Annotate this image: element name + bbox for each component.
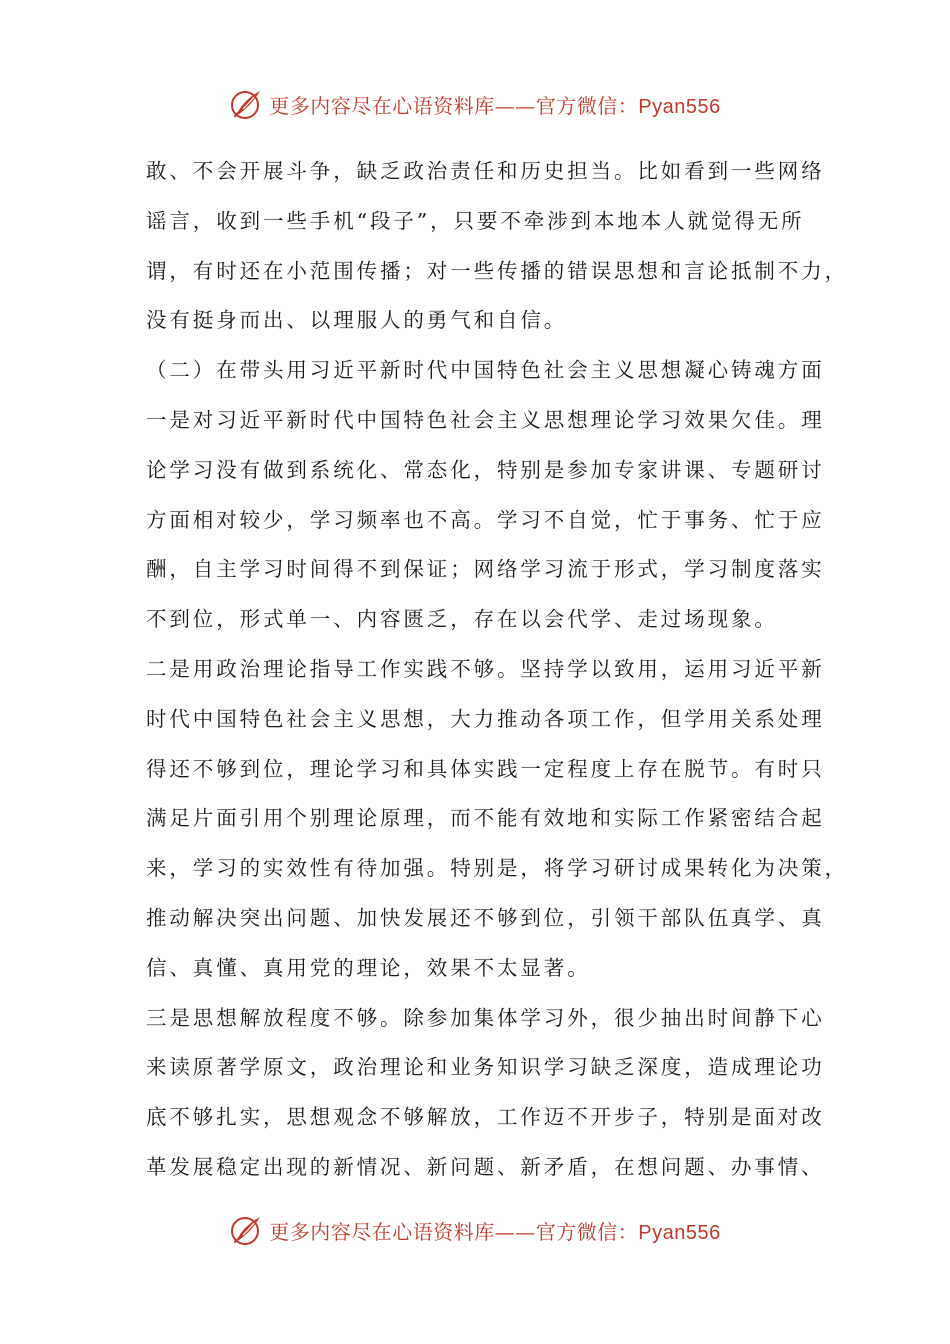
text-line: 底不够扎实，思想观念不够解放，工作迈不开步子，特别是面对改 bbox=[146, 1105, 825, 1130]
text-line: 没有挺身而出、以理服人的勇气和自信。 bbox=[146, 308, 568, 333]
text-line: 谓，有时还在小范围传播；对一些传播的错误思想和言论抵制不力， bbox=[146, 258, 848, 283]
text-line: 来读原著学原文，政治理论和业务知识学习缺乏深度，造成理论功 bbox=[146, 1055, 825, 1080]
footer-banner-text bbox=[269, 1216, 720, 1245]
document-body bbox=[146, 147, 848, 1193]
text-line: 酬，自主学习时间得不到保证；网络学习流于形式，学习制度落实 bbox=[146, 557, 825, 582]
text-line: 时代中国特色社会主义思想，大力推动各项工作，但学用关系处理 bbox=[146, 706, 825, 731]
header-banner-text bbox=[269, 90, 720, 119]
header-banner bbox=[0, 84, 950, 124]
text-line: 敢、不会开展斗争，缺乏政治责任和历史担当。比如看到一些网络 bbox=[146, 159, 825, 183]
text-line: 信、真懂、真用党的理论，效果不太显著。 bbox=[146, 955, 591, 980]
text-line: 方面相对较少，学习频率也不高。学习不自觉，忙于事务、忙于应 bbox=[146, 507, 825, 532]
text-line: （二）在带头用习近平新时代中国特色社会主义思想凝心铸魂方面 bbox=[146, 358, 825, 383]
text-line: 满足片面引用个别理论原理，而不能有效地和实际工作紧密结合起 bbox=[146, 806, 825, 831]
text-line: 论学习没有做到系统化、常态化，特别是参加专家讲课、专题研讨 bbox=[146, 457, 825, 482]
text-line: 一是对习近平新时代中国特色社会主义思想理论学习效果欠佳。理 bbox=[146, 407, 825, 432]
footer-banner-prefix: 更多内容尽在心语资料库—— bbox=[269, 1219, 536, 1244]
quill-pen-logo-icon bbox=[229, 87, 263, 121]
quill-pen-logo-icon bbox=[229, 1213, 263, 1247]
footer-banner bbox=[0, 1210, 950, 1250]
header-banner-suffix: 官方微信： bbox=[535, 93, 639, 118]
text-line: 谣言，收到一些手机“段子”，只要不牵涉到本地本人就觉得无所 bbox=[146, 208, 805, 233]
text-line: 得还不够到位，理论学习和具体实践一定程度上存在脱节。有时只 bbox=[146, 756, 825, 781]
text-line: 三是思想解放程度不够。除参加集体学习外，很少抽出时间静下心 bbox=[146, 1005, 825, 1030]
footer-banner-wechat: Pyan556 bbox=[638, 1221, 721, 1244]
header-banner-wechat: Pyan556 bbox=[638, 95, 721, 118]
text-line: 不到位，形式单一、内容匮乏，存在以会代学、走过场现象。 bbox=[146, 607, 778, 632]
text-line: 二是用政治理论指导工作实践不够。坚持学以致用，运用习近平新 bbox=[146, 656, 825, 681]
footer-banner-suffix: 官方微信： bbox=[535, 1219, 639, 1244]
text-line: 推动解决突出问题、加快发展还不够到位，引领干部队伍真学、真 bbox=[146, 905, 825, 930]
header-banner-prefix: 更多内容尽在心语资料库—— bbox=[269, 93, 536, 118]
text-line: 来，学习的实效性有待加强。特别是，将学习研讨成果转化为决策， bbox=[146, 856, 848, 881]
text-line: 革发展稳定出现的新情况、新问题、新矛盾，在想问题、办事情、 bbox=[146, 1154, 825, 1179]
